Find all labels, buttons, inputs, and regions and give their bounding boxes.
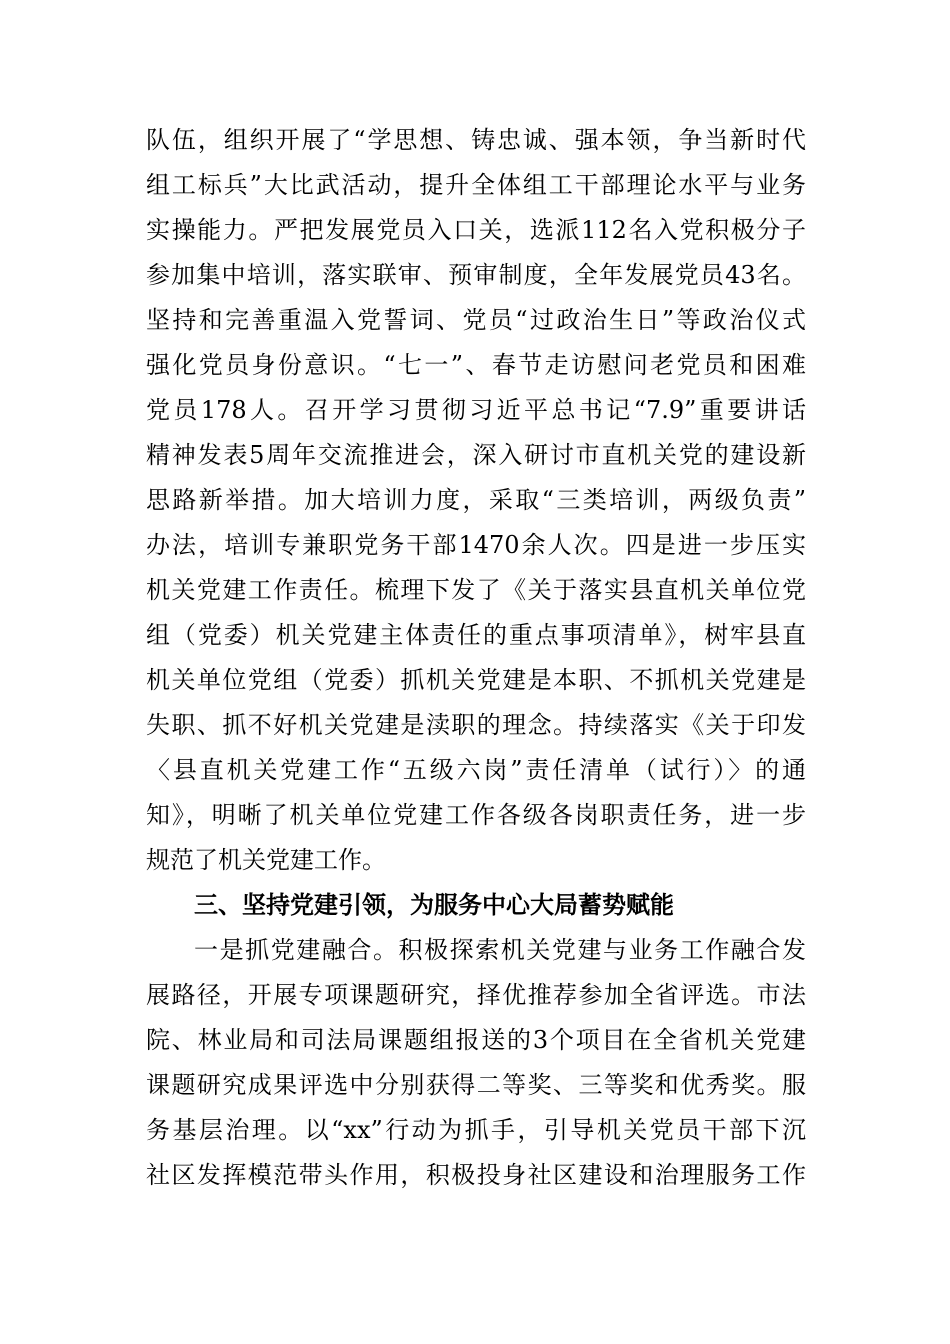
paragraph-1-line-15: 〈县直机关党建工作“五级六岗”责任清单（试行）〉的通 xyxy=(146,756,806,784)
paragraph-2-line-5: 务基层治理。以“xx”行动为抓手，引导机关党员干部下沉 xyxy=(146,1116,806,1144)
paragraph-1-line-11: 机关党建工作责任。梳理下发了《关于落实县直机关单位党 xyxy=(146,576,806,604)
paragraph-2-line-6: 社区发挥模范带头作用，积极投身社区建设和治理服务工作 xyxy=(146,1161,806,1189)
paragraph-1-line-1: 队伍，组织开展了“学思想、铸忠诚、强本领，争当新时代 xyxy=(146,126,806,154)
paragraph-1-line-5: 坚持和完善重温入党誓词、党员“过政治生日”等政治仪式 xyxy=(146,306,806,334)
paragraph-1-line-12: 组（党委）机关党建主体责任的重点事项清单》，树牢县直 xyxy=(146,621,806,649)
paragraph-2-line-2: 展路径，开展专项课题研究，择优推荐参加全省评选。市法 xyxy=(146,981,806,1009)
paragraph-1-line-9: 思路新举措。加大培训力度，采取“三类培训，两级负责” xyxy=(146,486,806,514)
paragraph-1-line-13: 机关单位党组（党委）抓机关党建是本职、不抓机关党建是 xyxy=(146,666,806,694)
paragraph-1-line-7: 党员178人。召开学习贯彻习近平总书记“7.9”重要讲话 xyxy=(146,396,806,424)
section-heading: 三、坚持党建引领，为服务中心大局蓄势赋能 xyxy=(194,891,674,919)
paragraph-1-line-2: 组工标兵”大比武活动，提升全体组工干部理论水平与业务 xyxy=(146,171,806,199)
paragraph-1-line-8: 精神发表5周年交流推进会，深入研讨市直机关党的建设新 xyxy=(146,441,806,469)
paragraph-1-line-3: 实操能力。严把发展党员入口关，选派112名入党积极分子 xyxy=(146,216,806,244)
paragraph-1-line-6: 强化党员身份意识。“七一”、春节走访慰问老党员和困难 xyxy=(146,351,806,379)
paragraph-1-line-14: 失职、抓不好机关党建是渎职的理念。持续落实《关于印发 xyxy=(146,711,806,739)
paragraph-1-line-16: 知》，明晰了机关单位党建工作各级各岗职责任务，进一步 xyxy=(146,801,806,829)
paragraph-1-line-17: 规范了机关党建工作。 xyxy=(146,846,386,874)
paragraph-2-line-1: 一是抓党建融合。积极探索机关党建与业务工作融合发 xyxy=(194,936,806,964)
paragraph-1-line-10: 办法，培训专兼职党务干部1470余人次。四是进一步压实 xyxy=(146,531,806,559)
paragraph-2-line-4: 课题研究成果评选中分别获得二等奖、三等奖和优秀奖。服 xyxy=(146,1071,806,1099)
paragraph-2-line-3: 院、林业局和司法局课题组报送的3个项目在全省机关党建 xyxy=(146,1026,806,1054)
paragraph-1-line-4: 参加集中培训，落实联审、预审制度，全年发展党员43名。 xyxy=(146,261,806,289)
